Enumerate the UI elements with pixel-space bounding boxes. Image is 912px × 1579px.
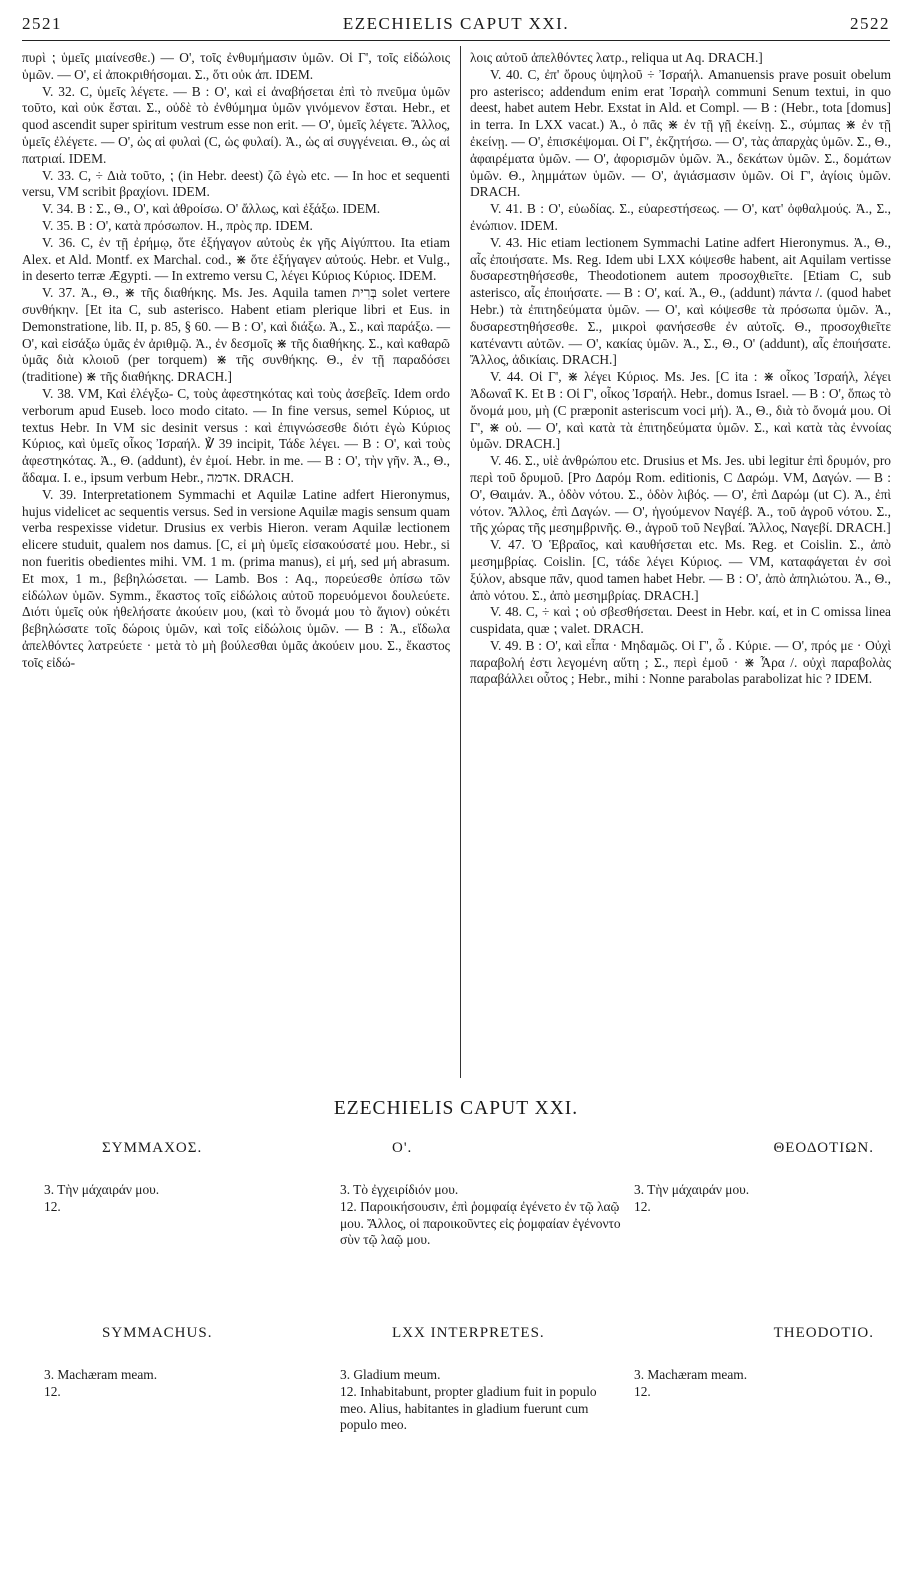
note-paragraph: πυρὶ ⁏ ὑμεῖς μιαίνεσθε.) — Ο', τοῖς ἐνθυμήμασιν ὑμῶν. Οἱ Γ', τοῖς εἰδώλοις ὑμῶν. — Ο', εἰ ἀποκριθήσομαι. Σ., ὅτι οὐκ ἀπ. IDEM. [22,50,450,82]
verse-line: 3. Τὴν μάχαιράν μου. [634,1182,750,1197]
verse-line: 3. Machæram meam. [634,1367,748,1382]
note-paragraph: V. 39. Interpretationem Symmachi et Aquilæ Latine adfert Hieronymus, hujus videlicet ac sequentis versus. Sed in versione Aquilæ magis sensum quam verba respexisse videtur. Drusius ex verbis Hieron. veram Aquilæ lectionem elicere studuit, qualem nos damus. [C, εἰ μὴ ὑμεῖς εἰσακούσατέ μου. Hebr., si non fueritis obedientes mihi. VM. 1 m. (prima manus), εἰ μή, sed μή abrasum. Et mox, 1 m., βεβηλώσεται. — Lamb. Bos : Aq., πορεύεσθε ὀπίσω τῶν εἰδώλων ὑμῶν. Symm., ἕκαστος τοῖς εἰδώλοις αὐτοῦ πορευόμενοι δουλεύετε. Διότι ὑμεῖς οὐκ ἠθελήσατε ἀκούειν μου, (καὶ τὸ ὄνομά μου τὸ ἅγιον) οὐκέτι βεβηλώσατε τοῖς δώροις ὑμῶν, καὶ τοῖς εἰδώλοις ὑμῶν. — B : Ἀ., εἴδωλα ἀπελθόντες λατρεύετε · μετὰ τὸ μὴ βούλεσθαι ὑμᾶς ἀκούειν μου. Σ., ἕκαστος τοῖς εἰδώ- [22,486,450,670]
verse-line: 12. [634,1198,651,1214]
lxx-latin-cell [340,1367,625,1434]
verse-line: 3. Machæram meam. [44,1367,158,1382]
column-header-lxx: Ο'. [392,1140,413,1156]
chapter-title: EZECHIELIS CAPUT XXI. [333,1098,579,1119]
left-column [22,50,450,671]
note-paragraph: V. 35. B : Ο', κατὰ πρόσωπον. Η., πρὸς πρ. IDEM. [42,217,313,233]
note-paragraph: V. 48. C, ÷ καὶ ⁏ οὐ σβεσθήσεται. Deest in Hebr. καί, et in C omissa linea cuspidata, quæ ⁏ valet. DRACH. [470,604,891,637]
column-header-symmachus: ΣΥΜΜΑΧΟΣ. [102,1140,203,1156]
note-paragraph: V. 41. B : Ο', εὐωδίας. Σ., εὐαρεστήσεως. — Ο', κατ' ὀφθαλμούς. Ἀ., Σ., ἐνώπιον. IDEM. [470,201,891,233]
right-column [470,50,891,688]
verse-line: 12. [44,1198,61,1214]
note-paragraph: V. 40. C, ἐπ' ὄρους ὑψηλοῦ ÷ Ἰσραήλ. Amanuensis prave posuit obelum pro asterisco; addendum enim erat Ἰσραὴλ communi Senum textui, in quo deest, habet autem Hebr. Exstat in Ald. et Compl. — B : (Hebr., tota [domus] in terra. In LXX vacat.) Ἀ., ὁ πᾶς ⋇ ἐν τῇ γῇ ἐκείνῃ. Σ., σύμπας ⋇ ἐν τῇ ἐκείνῃ. — Ο', ἐπισκέψομαι. Οἱ Γ', ἐκζητήσω. — Ο', τὰς ἀπαρχὰς ὑμῶν. Σ., Θ., ἀφαιρέματα ὑμῶν. — Ο', ἀφορισμῶν ὑμῶν. Ἀ., δεκάτων ὑμῶν. Σ., δομάτων ὑμῶν. Θ., λημμάτων ὑμῶν. — Ο', ἁγιάσμασιν ὑμῶν. Οἱ Γ', ἁγίοις ὑμῶν. DRACH. [470,66,891,200]
note-paragraph: V. 44. Οἱ Γ', ⋇ λέγει Κύριος. Ms. Jes. [C ita : ⋇ οἶκος Ἰσραήλ, λέγει Ἀδωναΐ Κ. Et B : Οἱ Γ', οἶκος Ἰσραήλ. Hebr., domus Israel. — B : Ο', ὅπως τὸ ὄνομά μου, μὴ (C præponit asteriscum voci μή). Ἀ., Θ., διὰ τὸ ὄνομά μου. Οἱ Γ', ⋇ οὐ. — Ο', καὶ κατὰ τὰ ἐπιτηδεύματα ὑμῶν. Σ., καὶ κατὰ τὰς ἐννοίας ὑμῶν. DRACH.] [470,369,891,452]
note-paragraph: V. 43. Hic etiam lectionem Symmachi Latine adfert Hieronymus. Ἀ., Θ., αἷς ἐποιήσατε. Ms. Reg. Idem ubi LXX κόψεσθε habent, ait Aquilam vertisse δυσαρεστηθήσεσθε, Theodotionem autem προσοχθιεῖτε. [Etiam C, sub asterisco, αἷς ἐποιήσατε. — B : Ο', καί. Ἀ., Θ., (addunt) πάντα /. (quod habet Hebr.) τὰ ἐπιτηδεύματα ὑμῶν. — Ο', καὶ κόψεσθε τὰ πρόσωπα ὑμῶν. Ἀ., δυσαρεστηθήσεσθε. Σ., μικροὶ φανήσεσθε ἐν αὐτοῖς. Θ., προσοχθιεῖτε κατέναντι αὐτῶν. — Ο', κακίας ὑμῶν. Ἀ., Σ., Θ., Ο' (addunt), αἷς ἐποιήσατε. Ἄλλος, ἀδικίαις. DRACH.] [470,234,891,368]
note-paragraph: V. 36. C, ἐν τῇ ἐρήμῳ, ὅτε ἐξήγαγον αὐτοὺς ἐκ γῆς Αἰγύπτου. Ita etiam Alex. et Ald. Montf. ex Marchal. cod., ⋇ ὅτε ἐξήγαγεν αὐτούς. Hebr. et Vulg., in deserto terræ Ægypti. — In extremo versu C, λέγει Κύριος Κύριος. IDEM. [22,234,450,284]
theodotion-greek-cell [634,1182,884,1216]
page-number-right: 2522 [850,14,890,33]
note-paragraph: λοις αὐτοῦ ἀπελθόντες λατρ., reliqua ut Aq. DRACH.] [470,50,763,65]
column-header-symmachus-latin: SYMMACHUS. [102,1325,213,1341]
running-head [22,14,890,38]
note-paragraph: V. 33. C, ÷ Διὰ τοῦτο, ⁏ (in Hebr. deest) ζῶ ἐγὼ etc. — In hoc et sequenti versu, VM scribit βραχίονι. IDEM. [22,167,450,200]
note-paragraph: V. 32. C, ὑμεῖς λέγετε. — B : Ο', καὶ εἰ ἀναβήσεται ἐπὶ τὸ πνεῦμα ὑμῶν τοῦτο, καὶ οὐκ ἔσται. Σ., οὐδὲ τὸ ἐνθύμημα ὑμῶν γινόμενον ἔσται. Hebr., et quod ascendit super spiritum vestrum esse non erit. — Ο', ὑμεῖς λέγετε. Ἄλλος, ὑμεῖς ἐλέγετε. — Ο', ὡς αἱ φυλαὶ (C, ὡς φυλαί). Ἀ., ὡς αἱ συγγένειαι. Θ., ὡς αἱ πατριαί. IDEM. [22,83,450,166]
column-divider [460,46,461,1078]
verse-line: 3. Τὴν μάχαιράν μου. [44,1182,160,1197]
note-paragraph: V. 49. B : Ο', καὶ εἶπα · Μηδαμῶς. Οἱ Γ', ὦ . Κύριε. — Ο', πρός με · Οὐχὶ παραβολή ἐστι λεγομένη αὕτη ; Σ., περὶ ἐμοῦ · ⋇ Ἆρα /. οὐχὶ παραβολὰς παραβάλλει οὗτος ; Hebr., mihi : Nonne parabolas parabolizat hic ? IDEM. [470,637,891,687]
note-paragraph: V. 47. Ὁ Ἑβραῖος, καὶ καυθήσεται etc. Ms. Reg. et Coislin. Σ., ἀπὸ μεσημβρίας. Coislin. [C, τάδε λέγει Κύριος. — VM, καταφάγεται ἐν σοὶ ξύλον, absque πᾶν, quod tamen habet Hebr. — B : Ο', ἀπὸ ἀπηλιώτου. Ἀ., Θ., ἀπὸ νότου. Σ., ἀπὸ μεσημβρίας. DRACH.] [470,537,891,603]
verse-line: 12. Inhabitabunt, propter gladium fuit in populo meo. Alius, habitantes in gladium fuerunt cum populo meo. [340,1383,597,1433]
page-number-left: 2521 [22,14,62,33]
symmachus-latin-cell [44,1367,314,1401]
header-rule [22,40,890,41]
note-paragraph: V. 34. B : Σ., Θ., Ο', καὶ ἀθροίσω. Ο' ἄλλως, καὶ ἐξάξω. IDEM. [42,201,381,217]
column-header-lxx-latin: LXX INTERPRETES. [392,1325,545,1341]
verse-line: 12. [634,1383,651,1399]
running-title: EZECHIELIS CAPUT XXI. [342,14,570,33]
note-paragraph: V. 46. Σ., υἱὲ ἀνθρώπου etc. Drusius et Ms. Jes. ubi legitur ἐπὶ δρυμόν, pro περὶ τοῦ δρυμοῦ. [Pro Δαρόμ Rom. editionis, C Δαρώμ. VM, Δαγών. — B : Ο', Θαιμάν. Ἀ., ὁδὸν νότου. Σ., ὁδὸν λιβός. — Ο', ἐπὶ Δαρώμ (ut C). Ἀ., ἐπὶ νότον. Ἄλλος, ἐπὶ Δαγών. — Ο', ἡγούμενον Ναγέβ. Ἀ., τοῦ ἀγροῦ νότου. Σ., τῆς χώρας τῆς μεσημβρινῆς. Θ., ἀγροῦ τοῦ Νεγβαί. Ἄλλος, Ναγεβί. DRACH.] [470,453,891,536]
symmachus-greek-cell [44,1182,314,1216]
note-paragraph: V. 37. Ἀ., Θ., ⋇ τῆς διαθήκης. Ms. Jes. Aquila tamen בְּרִית solet vertere συνθήκην. [Et ita C, sub asterisco. Habent etiam plerique libri et Eus. in Demonstratione, lib. II, p. 85, § 60. — B : Ο', καὶ διάξω. Ἀ., Σ., καὶ παράξω. — Ο', καὶ εἰσάξω ὑμᾶς ἐν ἀριθμῷ. Ἀ., ἐν δεσμοῖς ⋇ τῆς διαθήκης. Σ., καὶ καθαρῶ ὑμᾶς διὰ κλοιοῦ (per torquem) ⋇ τῆς συνθήκης. Θ., ἐν τῇ παραδόσει (traditione) ⋇ τῆς διαθήκης. DRACH.] [22,285,450,385]
theodotion-latin-cell [634,1367,884,1401]
verse-line: 12. [44,1383,61,1399]
verse-line: 12. Παροικήσουσιν, ἐπὶ ῥομφαίᾳ ἐγένετο ἐν τῷ λαῷ μου. Ἄλλος, οἱ παροικοῦντες εἰς ῥομφαίαν ἐγένοντο σὺν τῷ λαῷ μου. [340,1198,621,1248]
verse-line: 3. Gladium meum. [340,1367,441,1382]
verse-line: 3. Τὸ ἐγχειρίδιόν μου. [340,1182,459,1197]
note-paragraph: V. 38. VM, Καὶ ἐλέγξω- C, τοὺς ἀφεστηκότας καὶ τοὺς ἀσεβεῖς. Idem ordo verborum apud Euseb. loco modo citato. — In fine versus, semel Κύριος, ut textus Hebr. In VM sic desinit versus : καὶ ἐπιγνώσεσθε διότι ἐγὼ Κύριος Κύριος, καὶ ὑμεῖς οἶκος Ἰσραήλ. ℣ 39 incipit, Τάδε λέγει. — B : Ο', καὶ τοὺς ἀφεστηκότας. Ἀ., Θ. (addunt), ἐν ἐμοί. Hebr. in me. — B : Ο', τὴν γῆν. Ἀ., Θ., ἄδαμα. I. e., ipsum verbum Hebr., אדמה. DRACH. [22,385,450,485]
lxx-greek-cell [340,1182,625,1249]
column-header-theodotion-latin: THEODOTIO. [773,1325,874,1341]
column-header-theodotion: ΘΕΟΔΟΤΙΩΝ. [773,1140,874,1156]
